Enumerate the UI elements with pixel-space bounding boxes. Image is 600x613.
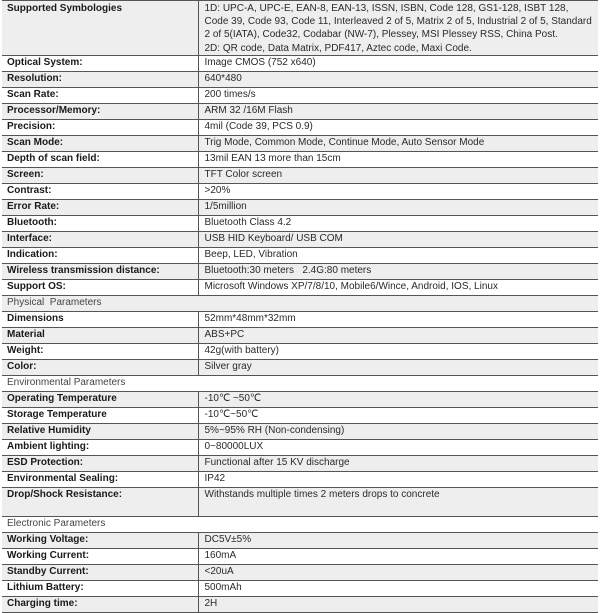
spec-row-lithium-battery	[2, 581, 598, 597]
spec-value: <20uA	[198, 565, 598, 581]
spec-value: -10℃~50℃	[198, 408, 598, 424]
spec-value: 640*480	[198, 72, 598, 88]
spec-row-esd-protection	[2, 456, 598, 472]
spec-label: Material	[2, 328, 198, 344]
spec-label: Operating Temperature	[2, 392, 198, 408]
spec-label: ESD Protection:	[2, 456, 198, 472]
spec-value: IP42	[198, 472, 598, 488]
spec-value: Functional after 15 KV discharge	[198, 456, 598, 472]
spec-row-precision	[2, 120, 598, 136]
spec-label: Interface:	[2, 232, 198, 248]
spec-label: Contrast:	[2, 184, 198, 200]
spec-row-working-voltage	[2, 533, 598, 549]
spec-row-optical-system	[2, 56, 598, 72]
spec-row-depth-of-scan-field	[2, 152, 598, 168]
spec-row-screen	[2, 168, 598, 184]
spec-value: Trig Mode, Common Mode, Continue Mode, Auto Sensor Mode	[198, 136, 598, 152]
spec-value: ARM 32 /16M Flash	[198, 104, 598, 120]
spec-row-wireless-transmission-distance	[2, 264, 598, 280]
spec-value: 5%~95% RH (Non-condensing)	[198, 424, 598, 440]
spec-label: Bluetooth:	[2, 216, 198, 232]
spec-label: Supported Symbologies	[2, 1, 198, 56]
spec-label: Ambient lighting:	[2, 440, 198, 456]
spec-label: Support OS:	[2, 280, 198, 296]
spec-value: USB HID Keyboard/ USB COM	[198, 232, 598, 248]
spec-label: Storage Temperature	[2, 408, 198, 424]
spec-label: Depth of scan field:	[2, 152, 198, 168]
spec-label: Scan Rate:	[2, 88, 198, 104]
spec-value: Silver gray	[198, 360, 598, 376]
spec-row-scan-mode	[2, 136, 598, 152]
spec-value: DC5V±5%	[198, 533, 598, 549]
spec-row-contrast	[2, 184, 598, 200]
spec-label: Charging time:	[2, 597, 198, 613]
spec-value: TFT Color screen	[198, 168, 598, 184]
spec-label: Wireless transmission distance:	[2, 264, 198, 280]
symbologies-1d: 1D: UPC-A, UPC-E, EAN-8, EAN-13, ISSN, ISBN, Code 128, GS1-128, ISBT 128, Code 39, Code 93, Code 11, Interleaved 2 of 5, Matrix 2 of 5, Industrial 2 of 5, Standard 2 of 5(IATA), Code32, Codabar (NW-7), Plessey, MSI Plessey RSS, China Post.	[204, 3, 592, 41]
spec-value: Bluetooth Class 4.2	[198, 216, 598, 232]
section-title: Environmental Parameters	[2, 376, 598, 392]
spec-label: Processor/Memory:	[2, 104, 198, 120]
spec-label: Relative Humidity	[2, 424, 198, 440]
spec-row-storage-temperature	[2, 408, 598, 424]
spec-label: Working Current:	[2, 549, 198, 565]
spec-label: Resolution:	[2, 72, 198, 88]
spec-label: Color:	[2, 360, 198, 376]
spec-label: Environmental Sealing:	[2, 472, 198, 488]
spec-value: Bluetooth:30 meters 2.4G:80 meters	[198, 264, 598, 280]
spec-value: 4mil (Code 39, PCS 0.9)	[198, 120, 598, 136]
spec-value: 500mAh	[198, 581, 598, 597]
spec-label: Screen:	[2, 168, 198, 184]
spec-row-color	[2, 360, 598, 376]
spec-value: 42g(with battery)	[198, 344, 598, 360]
section-title: Physical Parameters	[2, 296, 598, 312]
spec-label: Drop/Shock Resistance:	[2, 488, 198, 517]
spec-value	[198, 1, 598, 56]
spec-value: 200 times/s	[198, 88, 598, 104]
spec-label: Lithium Battery:	[2, 581, 198, 597]
spec-row-operating-temperature	[2, 392, 598, 408]
spec-row-resolution	[2, 72, 598, 88]
spec-value: 13mil EAN 13 more than 15cm	[198, 152, 598, 168]
spec-value: 160mA	[198, 549, 598, 565]
spec-value: -10℃ ~50℃	[198, 392, 598, 408]
spec-value: Microsoft Windows XP/7/8/10, Mobile6/Wince, Android, IOS, Linux	[198, 280, 598, 296]
spec-row-interface	[2, 232, 598, 248]
spec-label: Error Rate:	[2, 200, 198, 216]
spec-value: ABS+PC	[198, 328, 598, 344]
spec-value: >20%	[198, 184, 598, 200]
spec-label: Dimensions	[2, 312, 198, 328]
spec-row-charging-time	[2, 597, 598, 613]
section-header-environmental	[2, 376, 598, 392]
spec-value: 1/5million	[198, 200, 598, 216]
spec-row-standby-current	[2, 565, 598, 581]
spec-row-relative-humidity	[2, 424, 598, 440]
spec-label: Standby Current:	[2, 565, 198, 581]
spec-label: Indication:	[2, 248, 198, 264]
spec-row-ambient-lighting	[2, 440, 598, 456]
spec-label: Optical System:	[2, 56, 198, 72]
spec-row-drop-shock-resistance	[2, 488, 598, 517]
spec-label: Precision:	[2, 120, 198, 136]
spec-value: 2H	[198, 597, 598, 613]
spec-value: 52mm*48mm*32mm	[198, 312, 598, 328]
section-header-physical	[2, 296, 598, 312]
spec-row-environmental-sealing	[2, 472, 598, 488]
spec-row-weight	[2, 344, 598, 360]
spec-label: Scan Mode:	[2, 136, 198, 152]
spec-value: Beep, LED, Vibration	[198, 248, 598, 264]
spec-value: Withstands multiple times 2 meters drops to concrete	[198, 488, 598, 517]
section-title: Electronic Parameters	[2, 517, 598, 533]
spec-label: Working Voltage:	[2, 533, 198, 549]
spec-row-indication	[2, 248, 598, 264]
section-header-electronic	[2, 517, 598, 533]
spec-row-error-rate	[2, 200, 598, 216]
spec-label: Weight:	[2, 344, 198, 360]
spec-row-scan-rate	[2, 88, 598, 104]
symbologies-2d: 2D: QR code, Data Matrix, PDF417, Aztec code, Maxi Code.	[204, 42, 472, 54]
spec-row-dimensions	[2, 312, 598, 328]
specification-table	[2, 0, 598, 613]
spec-row-material	[2, 328, 598, 344]
spec-row-supported-symbologies	[2, 1, 598, 56]
spec-row-working-current	[2, 549, 598, 565]
spec-row-processor-memory	[2, 104, 598, 120]
spec-value: Image CMOS (752 x640)	[198, 56, 598, 72]
spec-value: 0~80000LUX	[198, 440, 598, 456]
spec-row-support-os	[2, 280, 598, 296]
spec-row-bluetooth	[2, 216, 598, 232]
